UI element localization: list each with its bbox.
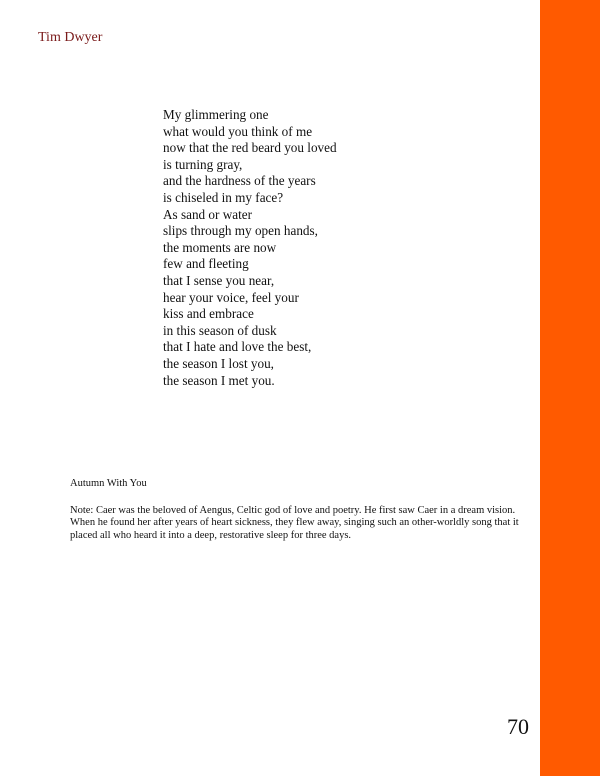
footnote: Note: Caer was the beloved of Aengus, Celtic god of love and poetry. He first saw Caer in a dream vision. When he found her after years of heart sickness, they flew away, singing such an other-worldly song that it placed all who heard it into a deep, restorative sleep for three days. [70,505,519,541]
poem-line: now that the red beard you loved [163,140,337,156]
page-number: 70 [507,714,529,739]
poem-line: As sand or water [163,206,252,222]
poem-line: the season I met you. [163,372,275,388]
poem-body [163,107,337,389]
poem-line: kiss and embrace [163,306,254,322]
poem-line: in this season of dusk [163,322,277,338]
poem-line: slips through my open hands, [163,223,318,239]
poem-line: that I sense you near, [163,272,275,288]
poem-line: that I hate and love the best, [163,339,312,355]
orange-sidebar [540,0,600,776]
poem-line: few and fleeting [163,256,249,272]
poem-line: My glimmering one [163,107,269,122]
poem-line: hear your voice, feel your [163,289,299,305]
author-name: Tim Dwyer [38,30,103,45]
poem-title: Autumn With You [70,478,147,489]
poem-line: what would you think of me [163,123,313,139]
poem-line: and the hardness of the years [163,173,316,189]
poem-line: the moments are now [163,239,277,255]
poem-line: the season I lost you, [163,355,274,371]
poem-line: is turning gray, [163,156,243,172]
poem-line: is chiseled in my face? [163,189,284,205]
